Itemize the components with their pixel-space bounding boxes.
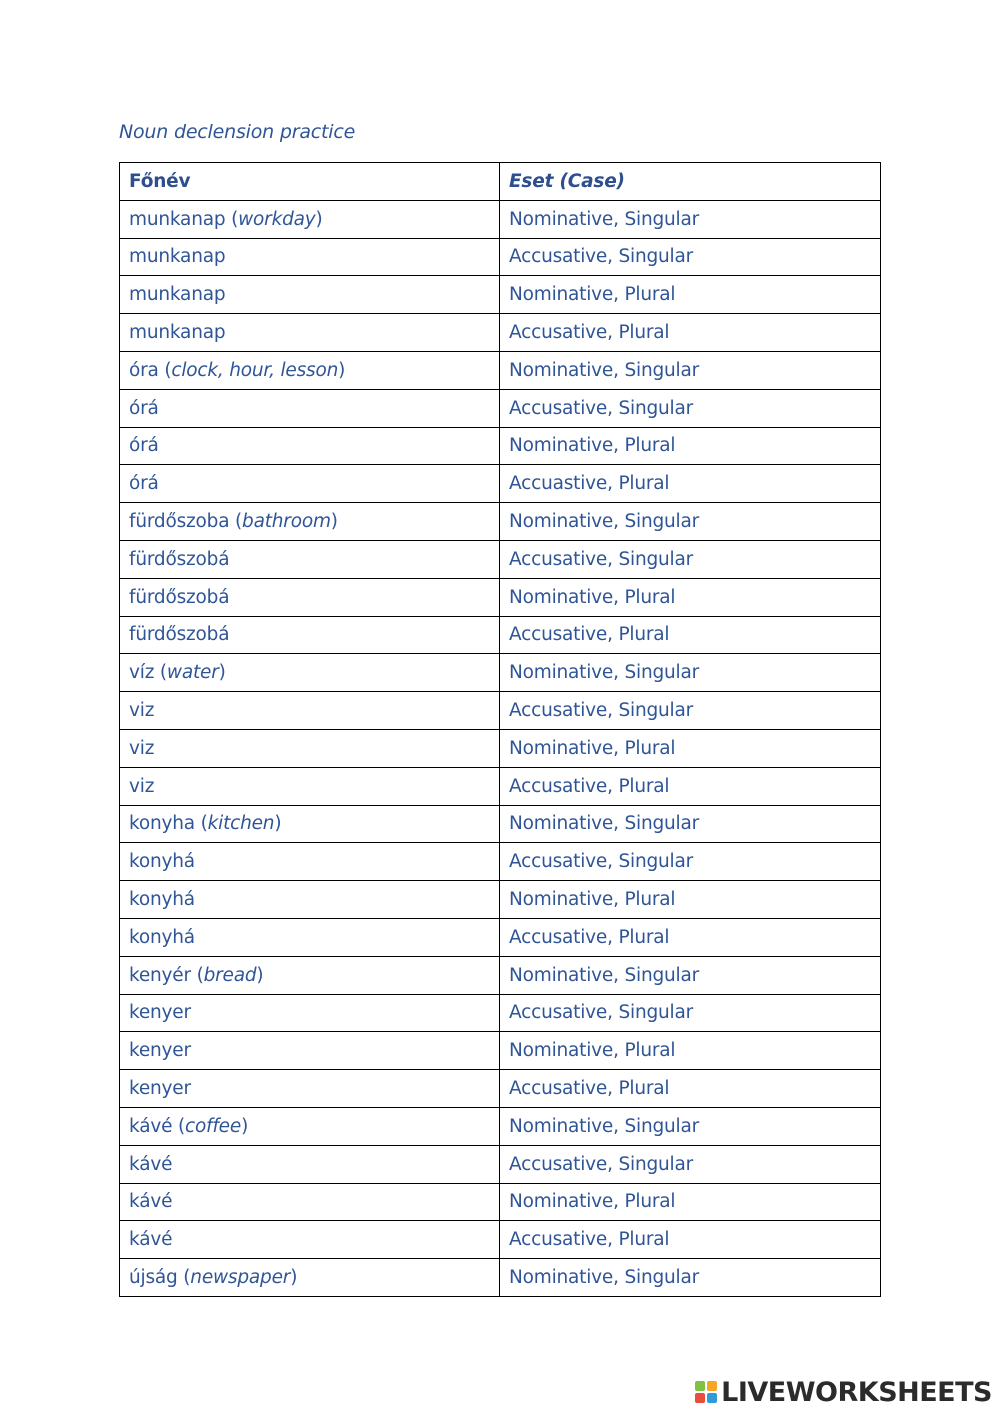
noun-text: fürdőszobá: [129, 586, 230, 608]
case-cell: Accusative, Singular: [500, 1145, 881, 1183]
noun-cell: [120, 1032, 500, 1070]
table-row: [120, 503, 881, 541]
noun-cell: [120, 540, 500, 578]
table-row: [120, 994, 881, 1032]
case-cell: Nominative, Singular: [500, 1259, 881, 1297]
case-cell: Accusative, Singular: [500, 540, 881, 578]
case-cell: Accusative, Plural: [500, 314, 881, 352]
declension-table: [119, 162, 881, 1297]
table-row: [120, 200, 881, 238]
case-cell: Nominative, Singular: [500, 351, 881, 389]
noun-text: újság: [129, 1267, 178, 1288]
noun-text: konyhá: [129, 889, 195, 911]
noun-text: kenyer: [129, 1040, 191, 1062]
case-cell: Nominative, Singular: [500, 956, 881, 994]
table-row: [120, 918, 881, 956]
noun-cell: [120, 1183, 500, 1221]
case-cell: Nominative, Plural: [500, 427, 881, 465]
noun-text: fürdőszoba: [129, 511, 230, 533]
case-cell: Nominative, Singular: [500, 654, 881, 692]
case-cell: Accusative, Plural: [500, 1221, 881, 1259]
noun-text: víz: [129, 662, 155, 684]
table-row: [120, 1070, 881, 1108]
english-gloss: water: [166, 662, 219, 684]
noun-text: kávé: [129, 1153, 173, 1175]
noun-text: munkanap: [129, 246, 226, 268]
english-gloss: bread: [203, 964, 257, 986]
english-gloss: bathroom: [242, 511, 331, 533]
noun-text: kávé: [129, 1191, 173, 1213]
case-cell: Nominative, Plural: [500, 881, 881, 919]
noun-text: órá: [129, 397, 159, 419]
noun-cell: óra (clock, hour, lesson): [120, 351, 500, 389]
case-cell: Nominative, Singular: [500, 503, 881, 541]
case-cell: Accuastive, Plural: [500, 465, 881, 503]
table-row: [120, 692, 881, 730]
case-cell: Accusative, Singular: [500, 692, 881, 730]
english-gloss: clock, hour, lesson: [171, 359, 339, 381]
case-cell: Nominative, Singular: [500, 200, 881, 238]
noun-cell: [120, 918, 500, 956]
table-row: [120, 238, 881, 276]
noun-cell: fürdőszoba (bathroom): [120, 503, 500, 541]
noun-text: kenyér: [129, 964, 191, 986]
noun-text: kenyer: [129, 1002, 191, 1024]
table-row: [120, 389, 881, 427]
noun-text: kenyer: [129, 1078, 191, 1100]
table-row: [120, 1221, 881, 1259]
table-row: [120, 956, 881, 994]
table-body: [120, 200, 881, 1296]
page-title: Noun declension practice: [119, 121, 356, 143]
case-cell: Nominative, Plural: [500, 1183, 881, 1221]
noun-cell: konyha (kitchen): [120, 805, 500, 843]
table-row: [120, 654, 881, 692]
case-cell: Accusative, Singular: [500, 389, 881, 427]
english-gloss: newspaper: [190, 1267, 291, 1288]
case-cell: Accusative, Singular: [500, 994, 881, 1032]
noun-text: viz: [129, 700, 155, 722]
noun-text: órá: [129, 435, 159, 457]
case-cell: Nominative, Singular: [500, 1107, 881, 1145]
case-cell: Accusative, Plural: [500, 616, 881, 654]
liveworksheets-wordmark: LIVEWORKSHEETS: [721, 1376, 992, 1408]
case-cell: Nominative, Plural: [500, 1032, 881, 1070]
table-row: [120, 1183, 881, 1221]
noun-cell: [120, 276, 500, 314]
table-row: [120, 276, 881, 314]
noun-cell: [120, 427, 500, 465]
noun-cell: [120, 389, 500, 427]
table-row: [120, 1145, 881, 1183]
case-cell: Accusative, Plural: [500, 1070, 881, 1108]
table-row: [120, 540, 881, 578]
table-row: [120, 1259, 881, 1297]
noun-text: kávé: [129, 1229, 173, 1251]
liveworksheets-logo: [695, 1377, 992, 1407]
noun-cell: [120, 843, 500, 881]
noun-column-header: Főnév: [120, 163, 500, 201]
noun-cell: [120, 1221, 500, 1259]
table-header-row: [120, 163, 881, 201]
logo-square: [695, 1393, 705, 1403]
table-row: [120, 314, 881, 352]
noun-text: konyhá: [129, 926, 195, 948]
noun-cell: [120, 578, 500, 616]
noun-cell: [120, 767, 500, 805]
noun-cell: kávé (coffee): [120, 1107, 500, 1145]
table-row: [120, 427, 881, 465]
case-cell: Nominative, Singular: [500, 805, 881, 843]
noun-text: konyhá: [129, 851, 195, 873]
noun-cell: [120, 238, 500, 276]
english-gloss: kitchen: [207, 813, 275, 835]
noun-text: viz: [129, 775, 155, 797]
case-cell: Accusative, Singular: [500, 238, 881, 276]
noun-text: fürdőszobá: [129, 548, 230, 570]
liveworksheets-mark-icon: [695, 1381, 717, 1403]
table-row: [120, 843, 881, 881]
case-cell: Nominative, Plural: [500, 729, 881, 767]
table-row: [120, 578, 881, 616]
case-cell: Nominative, Plural: [500, 578, 881, 616]
noun-cell: víz (water): [120, 654, 500, 692]
case-cell: Accusative, Plural: [500, 918, 881, 956]
logo-square: [707, 1381, 717, 1391]
table-row: [120, 465, 881, 503]
noun-cell: [120, 994, 500, 1032]
noun-text: órá: [129, 473, 159, 495]
noun-cell: [120, 616, 500, 654]
logo-square: [707, 1393, 717, 1403]
noun-text: munkanap: [129, 322, 226, 344]
table-row: [120, 881, 881, 919]
case-column-header: Eset (Case): [500, 163, 881, 201]
table-row: [120, 616, 881, 654]
noun-text: fürdőszobá: [129, 624, 230, 646]
table-row: [120, 767, 881, 805]
table-row: [120, 351, 881, 389]
case-cell: Accusative, Plural: [500, 767, 881, 805]
noun-text: viz: [129, 737, 155, 759]
noun-cell: kenyér (bread): [120, 956, 500, 994]
noun-cell: [120, 1070, 500, 1108]
noun-text: kávé: [129, 1115, 173, 1137]
noun-text: óra: [129, 359, 159, 381]
noun-cell: [120, 465, 500, 503]
table-row: [120, 805, 881, 843]
english-gloss: coffee: [184, 1115, 242, 1137]
english-gloss: workday: [238, 208, 316, 230]
table-row: [120, 1107, 881, 1145]
noun-cell: [120, 881, 500, 919]
noun-cell: munkanap (workday): [120, 200, 500, 238]
noun-cell: [120, 729, 500, 767]
table-row: [120, 1032, 881, 1070]
case-cell: Nominative, Plural: [500, 276, 881, 314]
noun-cell: [120, 314, 500, 352]
noun-text: konyha: [129, 813, 195, 835]
noun-cell: [120, 1145, 500, 1183]
noun-cell: újság (newspaper): [120, 1259, 500, 1297]
case-cell: Accusative, Singular: [500, 843, 881, 881]
noun-text: munkanap: [129, 284, 226, 306]
logo-square: [695, 1381, 705, 1391]
table-row: [120, 729, 881, 767]
noun-cell: [120, 692, 500, 730]
noun-text: munkanap: [129, 208, 226, 230]
